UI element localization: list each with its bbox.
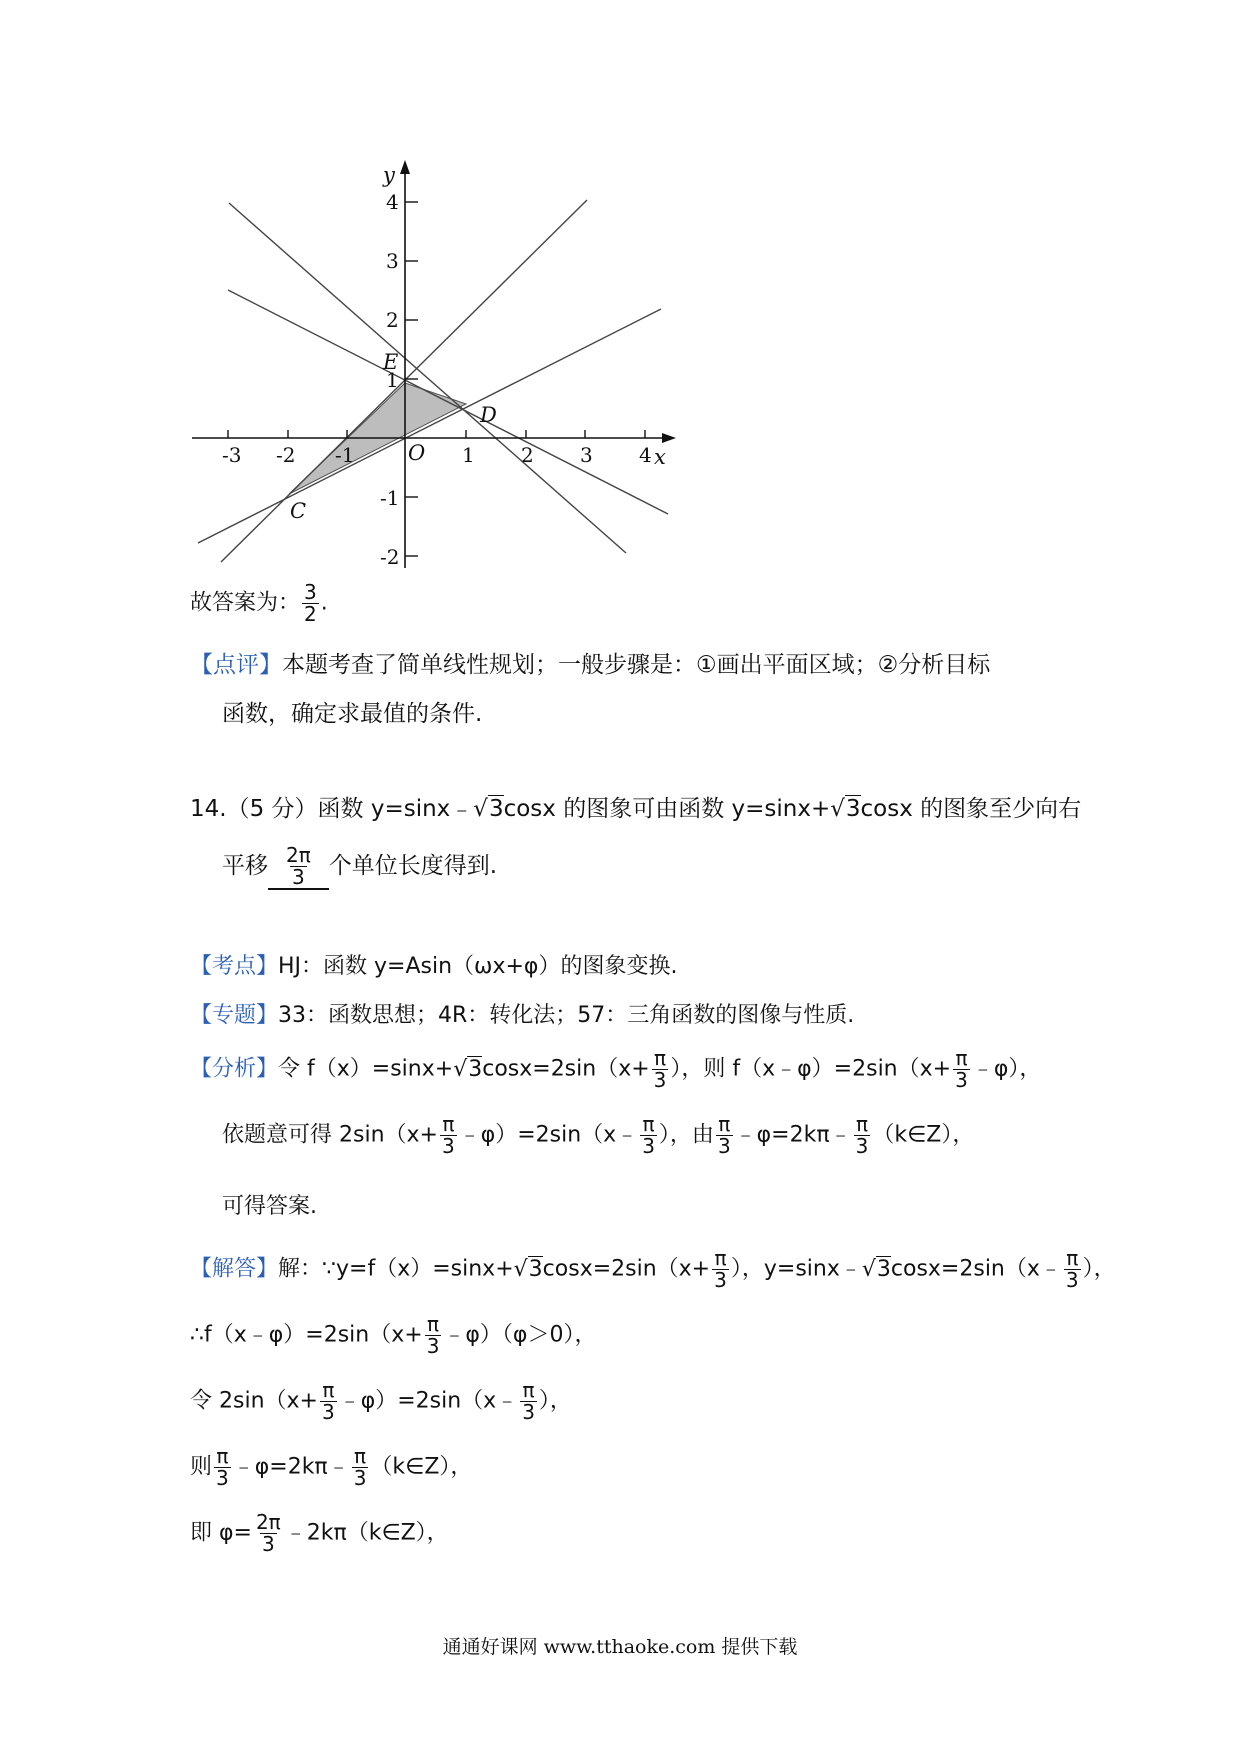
answer-prefix: 故答案为： xyxy=(190,590,301,616)
fraction-denominator: 3 xyxy=(1065,1268,1079,1292)
answer-13 xyxy=(190,582,328,625)
origin-label: O xyxy=(408,441,426,465)
review-tag: 【点评】 xyxy=(190,652,282,678)
fraction-pi-3 xyxy=(712,1248,729,1291)
fraction-denominator: 3 xyxy=(714,1268,727,1292)
fraction-numerator: 2π xyxy=(255,1510,281,1534)
y-tick-label: 2 xyxy=(386,308,399,332)
answer-blank xyxy=(268,845,329,890)
math-text: ）， xyxy=(1082,1256,1116,1282)
question-text: 个单位长度得到. xyxy=(328,853,498,879)
review-text: 本题考查了简单线性规划；一般步骤是：①画出平面区域；②分析目标 xyxy=(282,652,991,678)
x-tick-label: -2 xyxy=(276,443,296,467)
x-axis-arrow xyxy=(662,433,676,443)
point-label-d: D xyxy=(480,403,497,427)
fraction-numerator: π xyxy=(718,1112,731,1136)
fraction-denominator: 3 xyxy=(261,1532,275,1556)
sqrt-radicand: 3 xyxy=(845,796,861,822)
fraction-pi-3 xyxy=(352,1446,369,1489)
x-tick-label: 3 xyxy=(580,443,593,467)
fraction-pi-3 xyxy=(652,1048,669,1091)
math-text: （k∈Z）， xyxy=(872,1122,975,1148)
fraction-denominator: 3 xyxy=(216,1466,229,1490)
math-text: cosx=2sin（x+ xyxy=(482,1056,650,1082)
question-text: cosx 的图象至少向右 xyxy=(860,796,1082,822)
coordinate-graph xyxy=(185,158,685,578)
math-text: 令 f（x）=sinx+ xyxy=(278,1056,454,1082)
point-label-c: C xyxy=(290,499,307,523)
math-text: ﹣φ）=2sin（x﹣ xyxy=(338,1388,519,1414)
y-tick-label: 3 xyxy=(386,249,399,273)
point-label-e: E xyxy=(383,350,399,374)
sqrt-symbol: √3 xyxy=(861,1256,891,1282)
jieda-line-5 xyxy=(190,1512,449,1555)
math-text: ），则 f（x﹣φ）=2sin（x+ xyxy=(670,1056,952,1082)
fraction-2pi-3 xyxy=(254,1512,283,1555)
fraction-pi-3 xyxy=(440,1114,457,1157)
review-line-2 xyxy=(222,703,482,726)
jieda-tag: 【解答】 xyxy=(190,1256,279,1282)
y-tick-label: -2 xyxy=(380,545,400,569)
math-text: cosx=2sin（x﹣ xyxy=(890,1256,1062,1282)
math-text: 可得答案. xyxy=(222,1194,317,1219)
math-text: ）， xyxy=(538,1388,572,1414)
jieda-line-2 xyxy=(190,1314,596,1357)
fraction-numerator: π xyxy=(522,1378,535,1402)
zhuanti-text: 33：函数思想；4R：转化法；57：三角函数的图像与性质. xyxy=(278,1003,855,1028)
y-axis-label: y xyxy=(383,163,395,187)
fraction-denominator: 3 xyxy=(522,1400,535,1424)
fraction-numerator: π xyxy=(1066,1246,1079,1270)
x-tick-label: -3 xyxy=(222,443,242,467)
fraction-numerator: π xyxy=(714,1246,727,1270)
y-tick-label: -1 xyxy=(380,486,400,510)
sqrt-radicand: 3 xyxy=(528,1256,543,1282)
x-tick-label: -1 xyxy=(335,443,355,467)
kaodian-tag: 【考点】 xyxy=(190,954,279,979)
jieda-line-4 xyxy=(190,1446,472,1489)
fraction-denominator: 2 xyxy=(304,602,317,626)
sqrt-symbol: √3 xyxy=(830,796,861,822)
math-text: ﹣φ=2kπ﹣ xyxy=(232,1454,350,1480)
fraction-numerator: π xyxy=(216,1444,229,1468)
fraction-numerator: π xyxy=(855,1112,868,1136)
fraction-pi-3 xyxy=(716,1114,733,1157)
x-tick-label: 4 xyxy=(639,443,652,467)
fraction-denominator: 3 xyxy=(426,1334,440,1358)
math-text: ﹣φ）， xyxy=(971,1056,1042,1082)
y-axis-arrow xyxy=(400,160,410,174)
fraction-numerator: π xyxy=(442,1112,455,1136)
fraction-denominator: 3 xyxy=(642,1134,655,1158)
fraction-denominator: 3 xyxy=(653,1068,667,1092)
fraction-pi-3 xyxy=(425,1314,442,1357)
math-text: ），由 xyxy=(658,1122,714,1148)
fraction-pi-3 xyxy=(520,1380,537,1423)
question-14-line-1 xyxy=(190,798,1081,821)
math-text: ﹣2kπ（k∈Z）， xyxy=(284,1520,449,1546)
y-ticks xyxy=(405,202,418,556)
fraction-numerator: 3 xyxy=(304,580,317,604)
sqrt-symbol: √3 xyxy=(473,796,504,822)
x-tick-label: 1 xyxy=(462,443,475,467)
math-text: 即 φ= xyxy=(190,1520,252,1546)
kaodian-line xyxy=(190,956,677,978)
fraction-denominator: 3 xyxy=(353,1466,367,1490)
fraction-pi-3 xyxy=(953,1048,970,1091)
fraction-denominator: 3 xyxy=(955,1068,968,1092)
kaodian-text: HJ：函数 y=Asin（ωx+φ）的图象变换. xyxy=(278,954,678,979)
fraction-denominator: 3 xyxy=(717,1134,731,1158)
math-text: ﹣φ）（φ＞0）， xyxy=(443,1322,597,1348)
review-text: 函数，确定求最值的条件. xyxy=(222,701,483,727)
fraction-denominator: 3 xyxy=(441,1134,455,1158)
fenxi-line-1 xyxy=(190,1048,1041,1091)
question-text: 14.（5 分）函数 y=sinx﹣ xyxy=(190,796,474,822)
sqrt-radicand: 3 xyxy=(876,1256,891,1282)
zhuanti-tag: 【专题】 xyxy=(190,1003,279,1028)
x-axis-label: x xyxy=(654,445,666,469)
fraction-denominator: 3 xyxy=(321,1400,335,1424)
math-text: 令 2sin（x+ xyxy=(190,1388,318,1414)
math-text: 解：∵y=f（x）=sinx+ xyxy=(278,1256,514,1282)
fraction-numerator: π xyxy=(955,1046,968,1070)
sqrt-symbol: √3 xyxy=(453,1056,483,1082)
fraction-pi-3 xyxy=(854,1114,871,1157)
math-text: ），y=sinx﹣ xyxy=(730,1256,862,1282)
fraction-denominator: 3 xyxy=(292,865,305,889)
fraction-numerator: π xyxy=(354,1444,367,1468)
fenxi-line-2 xyxy=(222,1114,974,1157)
fraction-numerator: π xyxy=(642,1112,655,1136)
fraction-numerator: 2π xyxy=(286,843,311,867)
answer-suffix: . xyxy=(320,590,328,616)
fraction-denominator: 3 xyxy=(855,1134,869,1158)
x-tick-label: 2 xyxy=(521,443,534,467)
math-text: 则 xyxy=(190,1454,213,1480)
fraction-pi-3 xyxy=(1064,1248,1081,1291)
line-l4 xyxy=(198,309,661,543)
question-text: cosx 的图象可由函数 y=sinx+ xyxy=(503,796,831,822)
page-footer: 通通好课网 www.tthaoke.com 提供下载 xyxy=(442,1636,798,1658)
review-line-1 xyxy=(190,654,990,677)
math-text: 依题意可得 2sin（x+ xyxy=(222,1122,438,1148)
fraction-numerator: π xyxy=(427,1312,440,1336)
sqrt-symbol: √3 xyxy=(513,1256,543,1282)
fraction-numerator: π xyxy=(654,1046,667,1070)
math-text: ∴f（x﹣φ）=2sin（x+ xyxy=(190,1322,423,1348)
fraction-pi-3 xyxy=(320,1380,337,1423)
question-text: 平移 xyxy=(222,853,268,879)
math-text: ﹣φ=2kπ﹣ xyxy=(734,1122,852,1148)
sqrt-radicand: 3 xyxy=(488,796,504,822)
sqrt-radicand: 3 xyxy=(468,1056,483,1082)
blank-fraction xyxy=(284,845,313,888)
math-text: cosx=2sin（x+ xyxy=(542,1256,711,1282)
math-text: ﹣φ）=2sin（x﹣ xyxy=(458,1122,639,1148)
y-tick-label: 4 xyxy=(386,190,399,214)
zhuanti-line xyxy=(190,1005,854,1027)
math-text: （k∈Z）， xyxy=(370,1454,473,1480)
fenxi-line-3 xyxy=(222,1196,317,1218)
fraction-pi-3 xyxy=(214,1446,231,1489)
question-14-line-2 xyxy=(222,845,497,890)
jieda-line-1 xyxy=(190,1248,1116,1291)
y-tick-label: 1 xyxy=(386,368,399,392)
x-ticks xyxy=(228,430,645,438)
line-l2 xyxy=(228,290,668,514)
line-l3 xyxy=(221,200,587,562)
line-l1 xyxy=(229,203,626,553)
answer-fraction xyxy=(302,582,319,625)
fenxi-tag: 【分析】 xyxy=(190,1056,279,1082)
fraction-numerator: π xyxy=(322,1378,335,1402)
jieda-line-3 xyxy=(190,1380,572,1423)
fraction-pi-3 xyxy=(640,1114,657,1157)
